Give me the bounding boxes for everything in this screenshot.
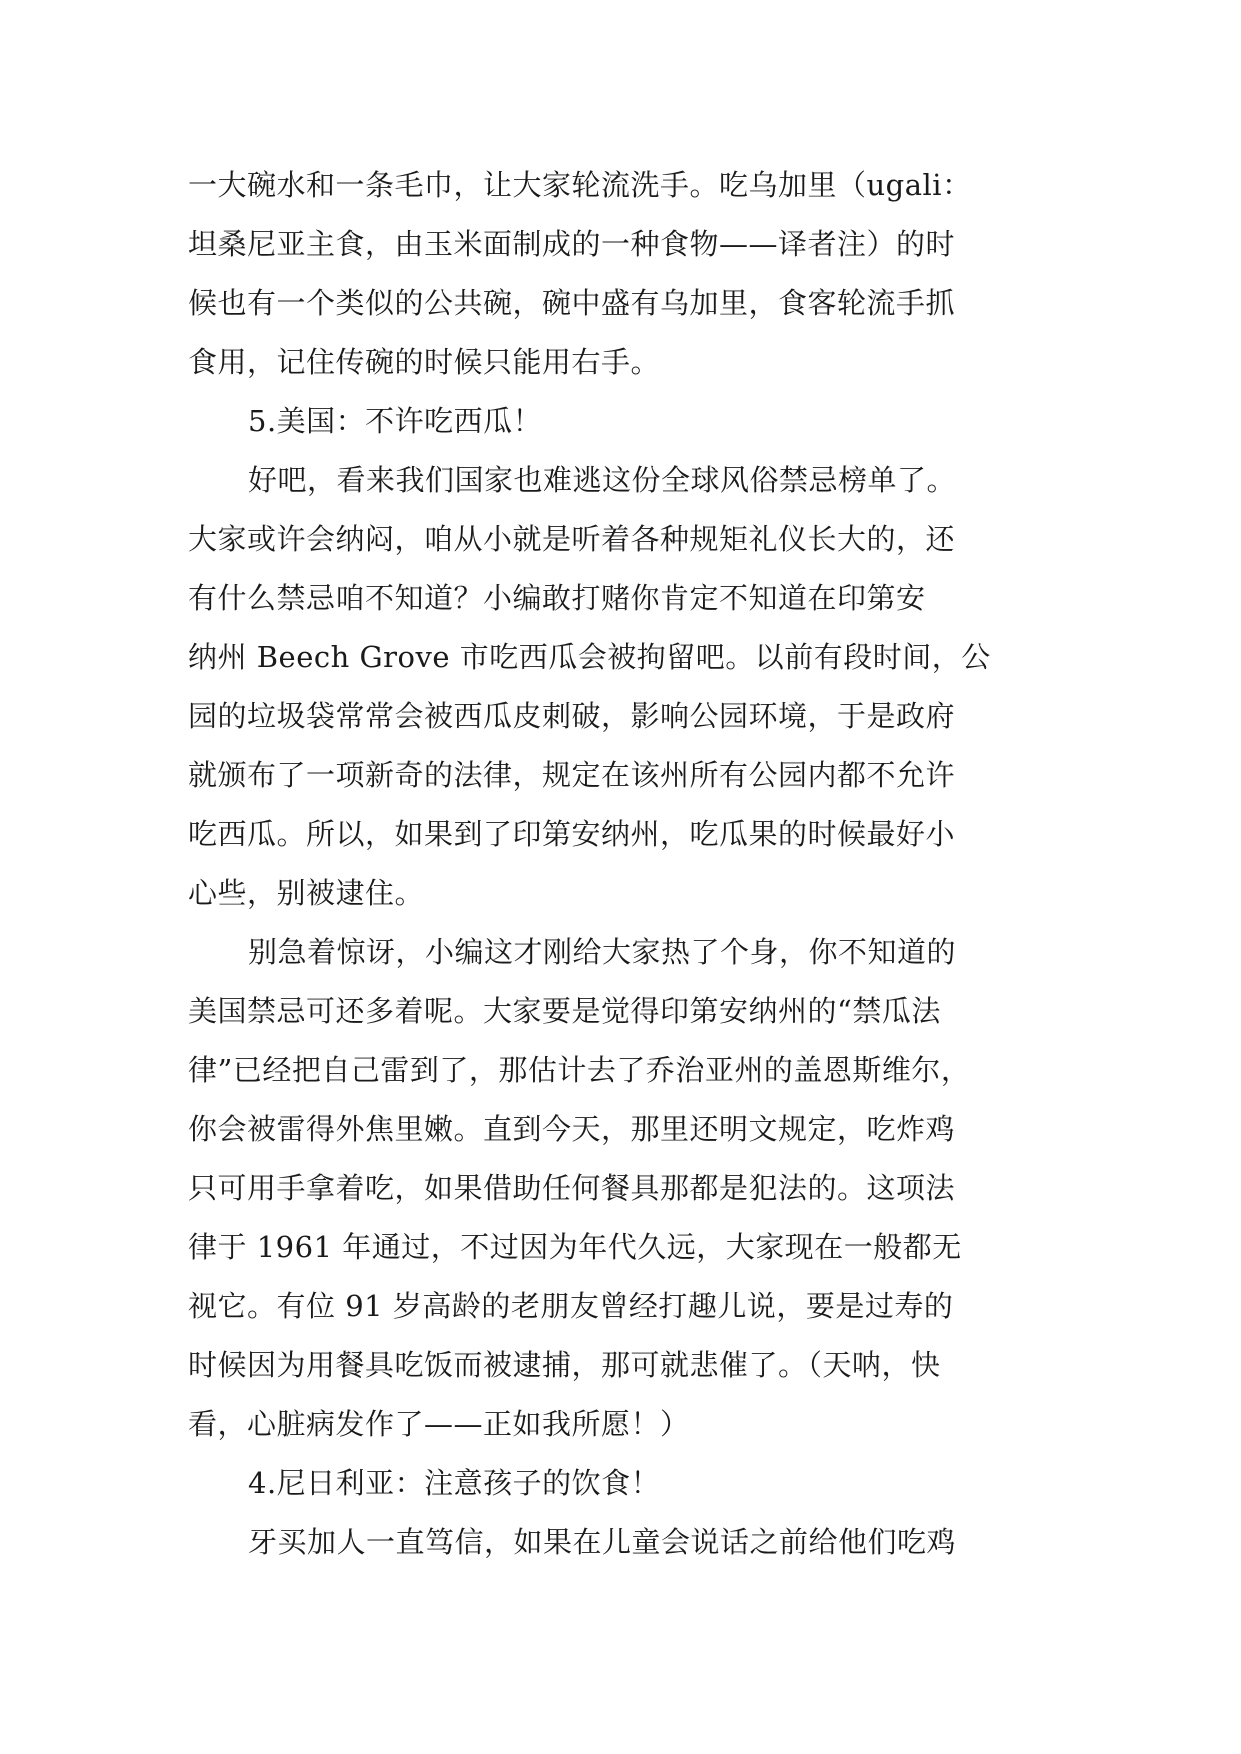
section-heading: 5.美国：不许吃西瓜！ [248, 404, 543, 438]
text-line: 坦桑尼亚主食，由玉米面制成的一种食物——译者注）的时 [188, 227, 956, 261]
text-line: 牙买加人一直笃信，如果在儿童会说话之前给他们吃鸡 [248, 1525, 957, 1559]
text-line: 视它。有位 91 岁高龄的老朋友曾经打趣儿说，要是过寿的 [188, 1289, 954, 1323]
text-line: 一大碗水和一条毛巾，让大家轮流洗手。吃乌加里（ugali： [188, 168, 972, 202]
text-line: 好吧，看来我们国家也难逃这份全球风俗禁忌榜单了。 [248, 463, 957, 497]
text-line: 美国禁忌可还多着呢。大家要是觉得印第安纳州的“禁瓜法 [188, 994, 941, 1028]
text-line: 时候因为用餐具吃饭而被逮捕，那可就悲催了。（天呐，快 [188, 1348, 941, 1382]
text-line: 有什么禁忌咱不知道？小编敢打赌你肯定不知道在印第安 [188, 581, 926, 615]
text-line: 就颁布了一项新奇的法律，规定在该州所有公园内都不允许 [188, 758, 956, 792]
text-line: 只可用手拿着吃，如果借助任何餐具那都是犯法的。这项法 [188, 1171, 956, 1205]
document-page [188, 156, 1054, 1572]
text-line: 律”已经把自己雷到了，那估计去了乔治亚州的盖恩斯维尔， [188, 1053, 971, 1087]
text-line: 看，心脏病发作了——正如我所愿！） [188, 1407, 690, 1441]
text-line: 园的垃圾袋常常会被西瓜皮刺破，影响公园环境，于是政府 [188, 699, 956, 733]
text-line: 候也有一个类似的公共碗，碗中盛有乌加里，食客轮流手抓 [188, 286, 956, 320]
text-line: 纳州 Beech Grove 市吃西瓜会被拘留吧。以前有段时间，公 [188, 640, 991, 674]
text-line: 别急着惊讶，小编这才刚给大家热了个身，你不知道的 [248, 935, 957, 969]
text-line: 吃西瓜。所以，如果到了印第安纳州，吃瓜果的时候最好小 [188, 817, 956, 851]
text-line: 律于 1961 年通过，不过因为年代久远，大家现在一般都无 [188, 1230, 962, 1264]
section-heading: 4.尼日利亚：注意孩子的饮食！ [248, 1466, 661, 1500]
text-line: 大家或许会纳闷，咱从小就是听着各种规矩礼仪长大的，还 [188, 522, 956, 556]
text-line: 心些，别被逮住。 [188, 876, 425, 910]
text-line: 食用，记住传碗的时候只能用右手。 [188, 345, 661, 379]
text-line: 你会被雷得外焦里嫩。直到今天，那里还明文规定，吃炸鸡 [188, 1112, 956, 1146]
